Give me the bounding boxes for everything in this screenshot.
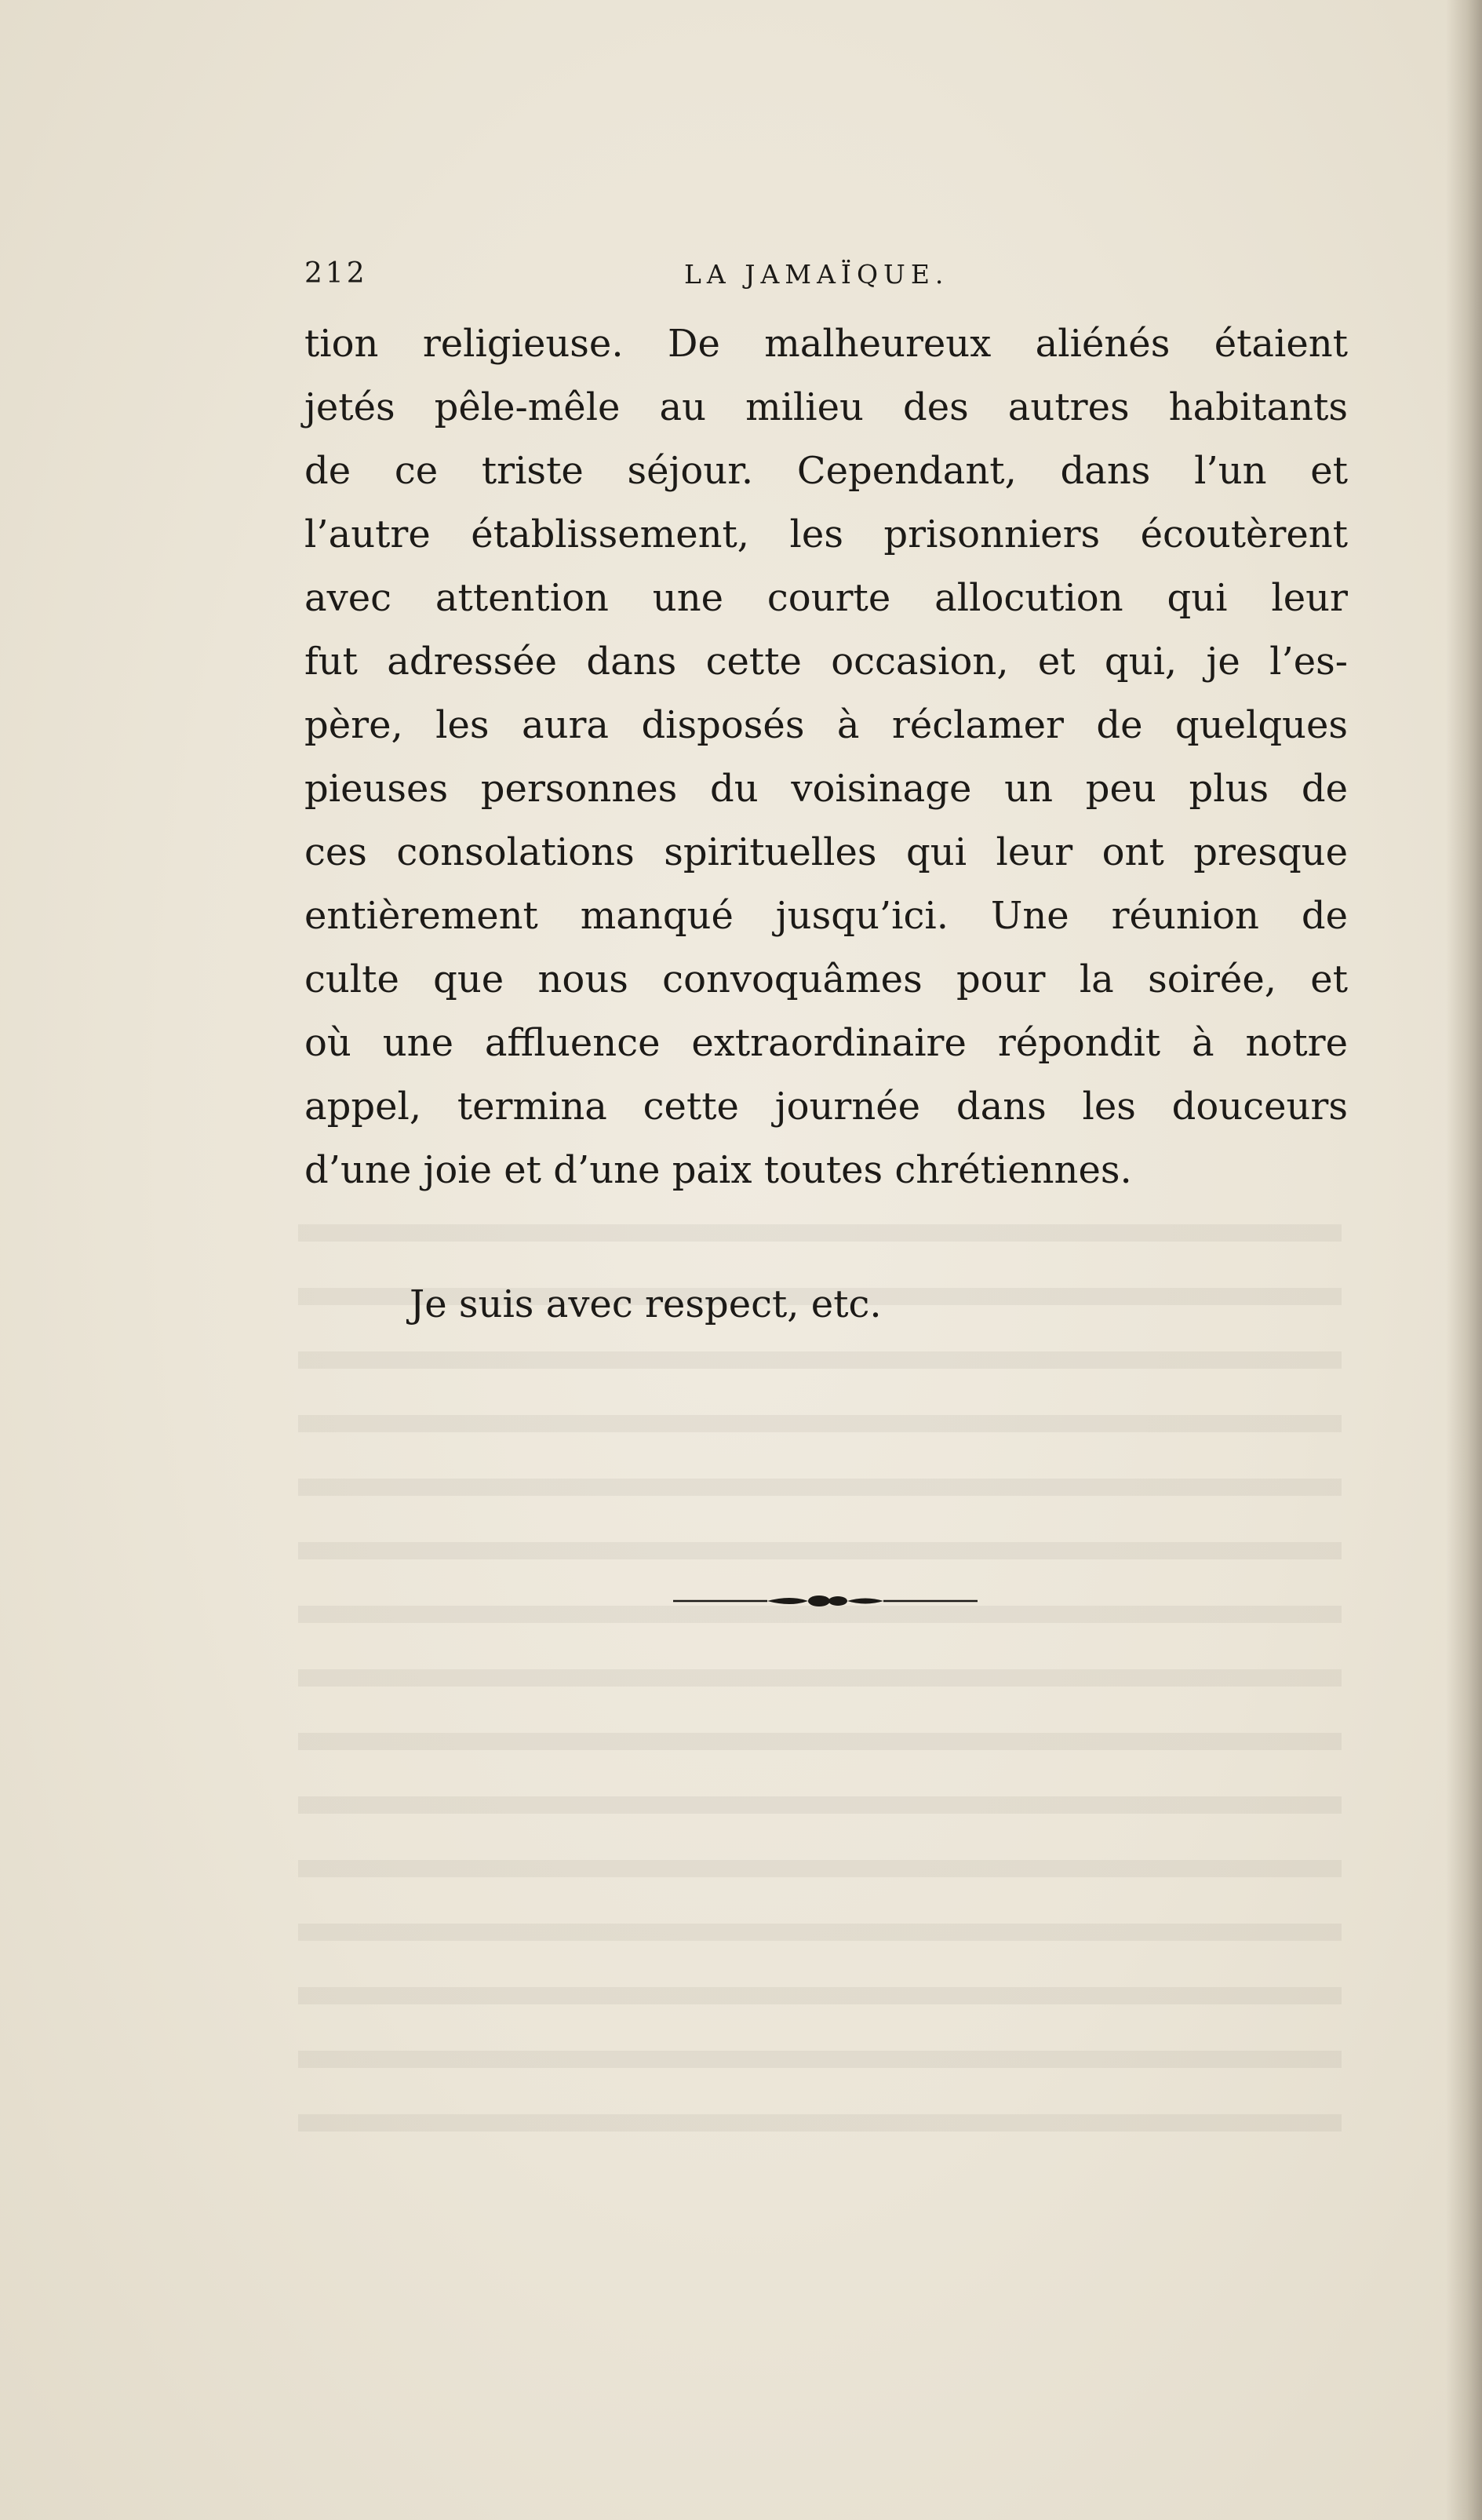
page-header [304,257,1034,297]
running-title: LA JAMAÏQUE. [684,259,949,290]
text-line: père, les aura disposés à réclamer de quelques [304,703,1348,747]
text-line: d’une joie et d’une paix toutes chrétiennes. [304,1148,1132,1192]
text-line: ces consolations spirituelles qui leur ont presque [304,830,1348,874]
body-text [304,312,1348,1202]
tailpiece-ornament-icon [673,1592,978,1610]
text-line: pieuses personnes du voisinage un peu plus de [304,767,1348,811]
page-edge-shadow [1446,0,1482,2520]
text-line: culte que nous convoquâmes pour la soirée, et [304,957,1348,1001]
text-line: l’autre établissement, les prisonniers écoutèrent [304,512,1348,556]
text-line: jetés pêle-mêle au milieu des autres habitants [304,385,1348,429]
text-line: appel, termina cette journée dans les douceurs [304,1085,1348,1129]
text-line: tion religieuse. De malheureux aliénés étaient [304,322,1348,366]
text-line: de ce triste séjour. Cependant, dans l’un et [304,449,1348,493]
text-line: entièrement manqué jusqu’ici. Une réunion de [304,894,1348,938]
page-number: 212 [304,257,368,290]
text-line: où une affluence extraordinaire répondit à notre [304,1021,1348,1065]
text-line: avec attention une courte allocution qui leur [304,576,1348,620]
text-line: fut adressée dans cette occasion, et qui, je l’es- [304,640,1348,684]
closing-salutation: Je suis avec respect, etc. [410,1282,882,1326]
